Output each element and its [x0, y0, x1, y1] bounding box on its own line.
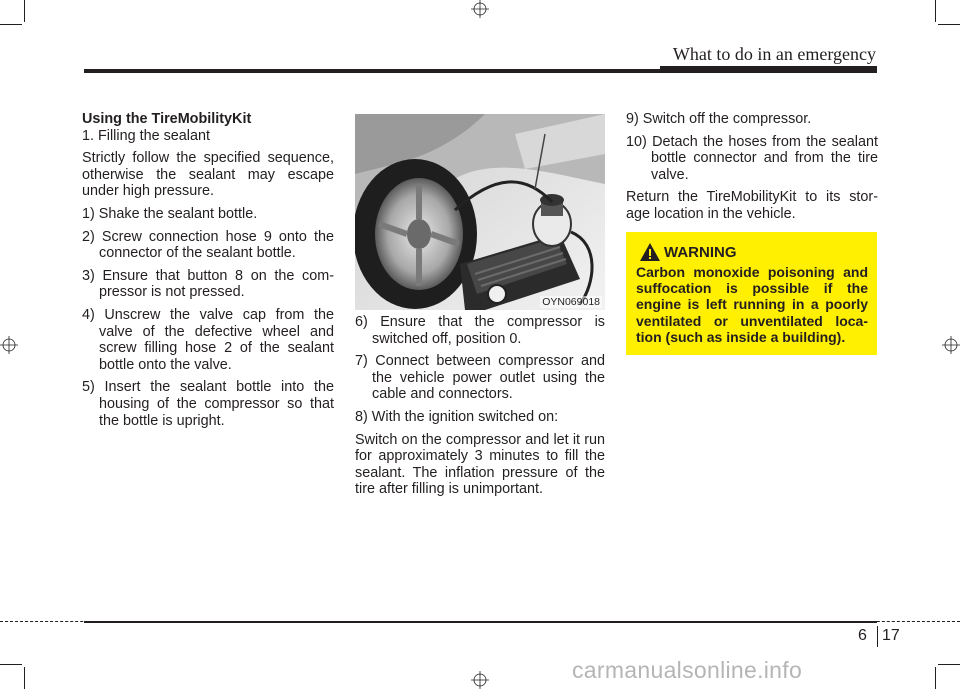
step-item: 2) Screw connection hose 9 onto the connector of the sealant bottle.: [82, 228, 334, 262]
instruction-paragraph: Switch on the compressor and let it run for approximately 3 minutes to fill the sealant. The inflation pressure of the tire after filling is unimportant.: [355, 431, 605, 498]
registration-mark-icon: [0, 336, 18, 354]
step-item: 5) Insert the sealant bottle into the housing of the compressor so that the bottle is upright.: [82, 379, 334, 429]
step-item: 4) Unscrew the valve cap from the valve of the defective wheel and screw filling hose 2 of the sealant bottle onto the valve.: [82, 306, 334, 373]
step-item: 1) Shake the sealant bottle.: [82, 205, 258, 222]
watermark-text: carmanualsonline.info: [572, 657, 803, 683]
chapter-number: 6: [858, 627, 867, 644]
page-number: 17: [882, 627, 900, 644]
photo-illustration: [355, 114, 605, 310]
section-title: What to do in an emergency: [672, 44, 876, 64]
crop-mark: [938, 664, 960, 665]
crop-mark: [24, 667, 25, 689]
step-item: 9) Switch off the compressor.: [626, 111, 812, 127]
registration-mark-icon: [471, 0, 489, 18]
text-column-3: [626, 111, 878, 229]
step-item: 6) Ensure that the compressor is switched off, position 0.: [355, 314, 605, 347]
page-number-divider: [877, 626, 878, 647]
footer-rule: [84, 621, 877, 623]
step-item: 10) Detach the hoses from the sealant bottle connector and from the tire valve.: [626, 133, 878, 183]
registration-mark-icon: [471, 671, 489, 689]
text-column-1: [82, 111, 334, 435]
warning-triangle-icon: [639, 242, 661, 262]
crop-mark: [935, 667, 936, 689]
registration-mark-icon: [942, 336, 960, 354]
warning-box: [626, 232, 877, 355]
text-column-2: [355, 314, 605, 504]
procedure-subheading: 1. Filling the sealant: [82, 127, 210, 144]
tire-mobility-kit-photo: [355, 114, 605, 310]
crop-mark: [938, 24, 960, 25]
step-item: 3) Ensure that button 8 on the com- pressor is not pressed.: [82, 267, 334, 301]
procedure-heading: Using the TireMobilityKit: [82, 111, 252, 127]
crop-mark: [0, 664, 22, 665]
crop-mark: [24, 0, 25, 22]
figure-code: OYN069018: [542, 296, 600, 308]
crop-mark: [935, 0, 936, 22]
storage-paragraph: Return the TireMobilityKit to its stor- age location in the vehicle.: [626, 189, 878, 222]
warning-title: WARNING: [664, 244, 737, 261]
intro-paragraph: Strictly follow the specified sequence, otherwise the sealant may escape under high pressure.: [82, 150, 334, 200]
crop-mark: [0, 24, 22, 25]
warning-body: Carbon monoxide poisoning and suffocation is possible if the engine is left running in a poorly ventilated or unventilated loca- tion (such as inside a building).: [636, 264, 868, 345]
header-tab: [660, 66, 877, 73]
step-item: 7) Connect between compressor and the vehicle power outlet using the cable and connectors.: [355, 353, 605, 403]
step-item: 8) With the ignition switched on:: [355, 408, 559, 425]
